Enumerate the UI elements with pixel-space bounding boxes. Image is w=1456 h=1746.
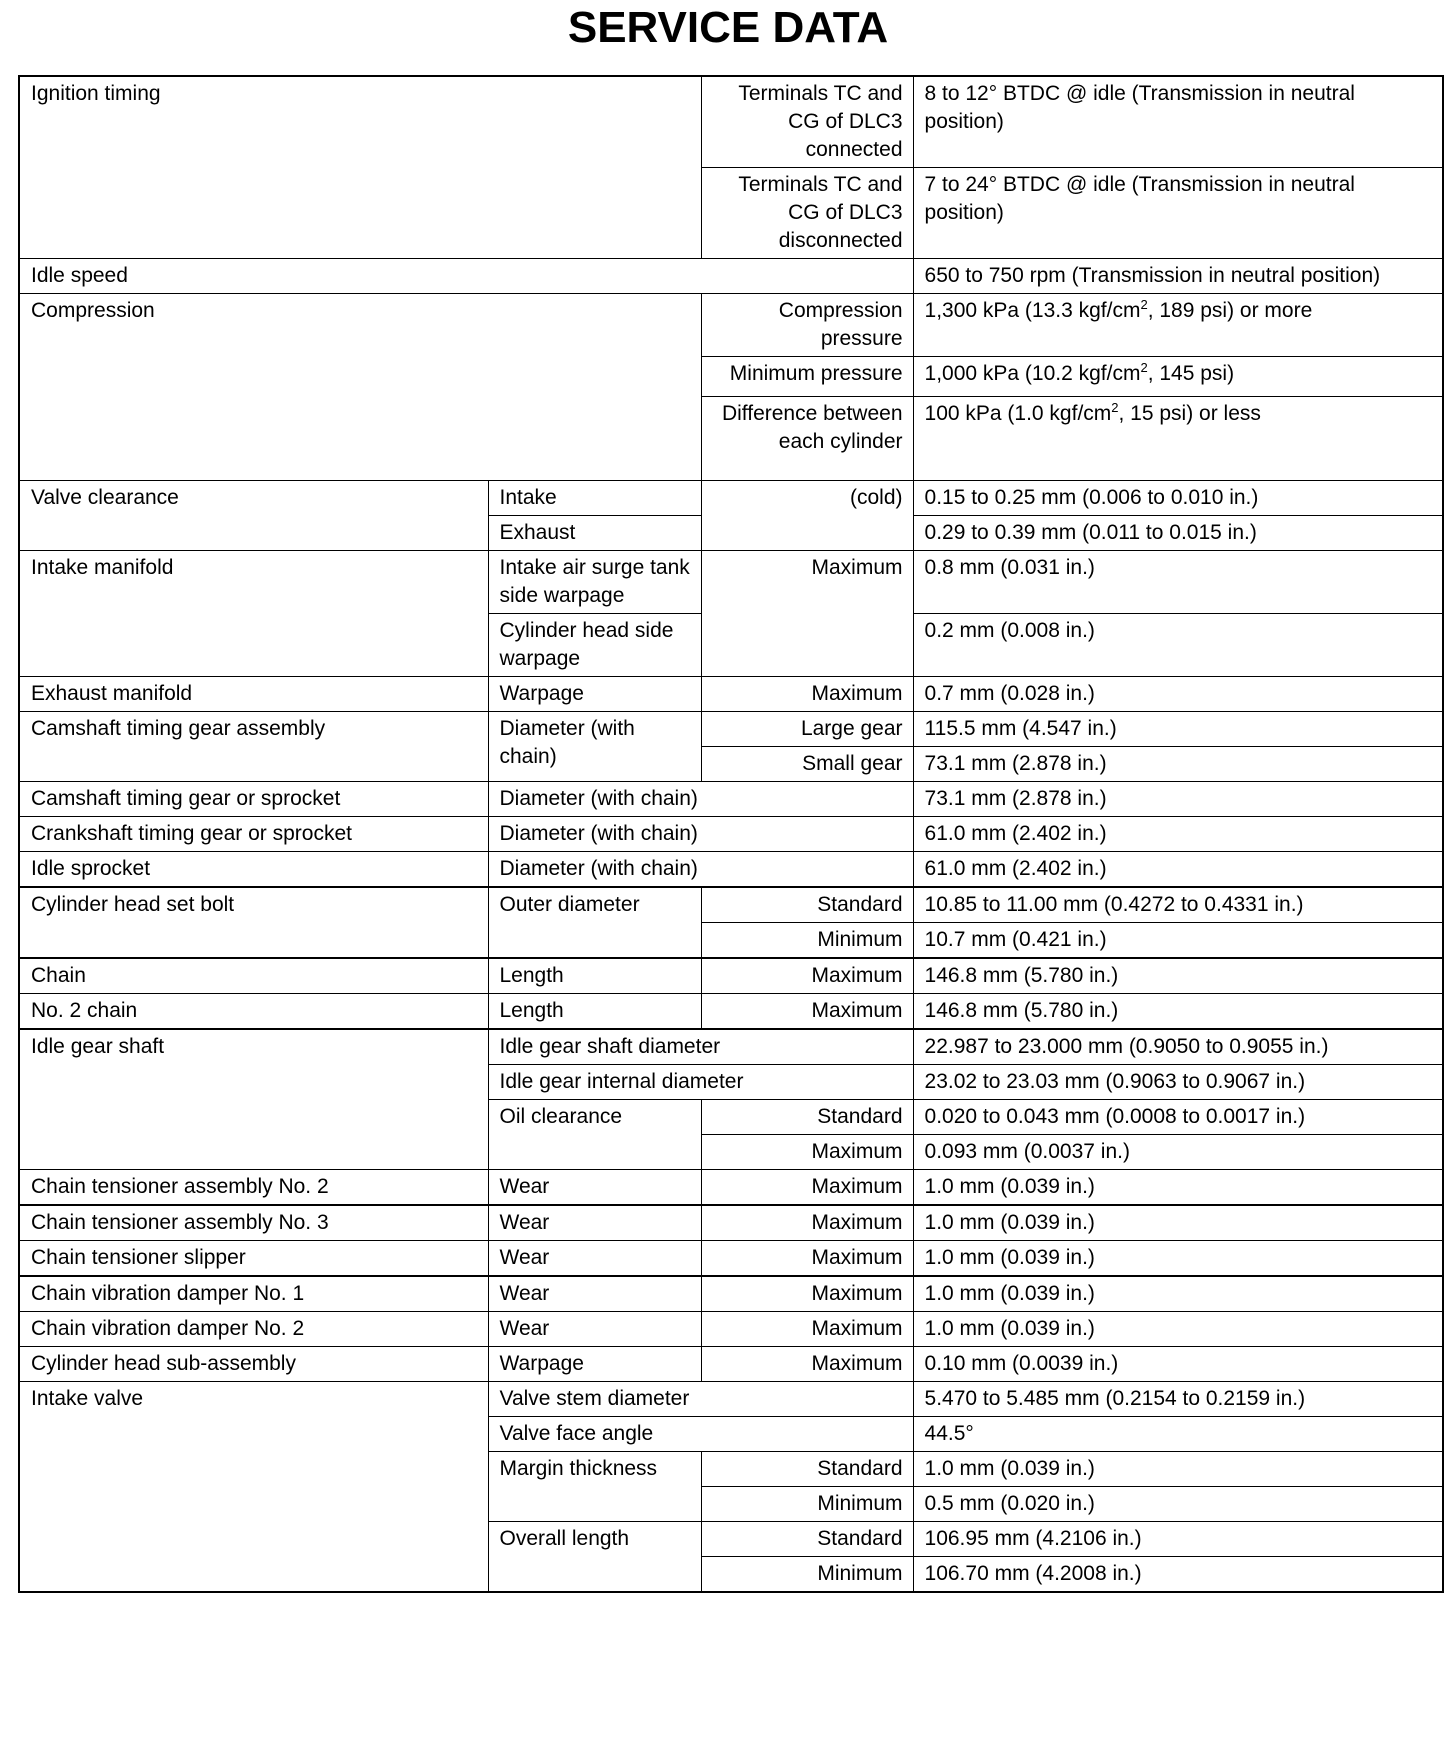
value-text: 1,000 kPa (10.2 kgf/cm [924, 362, 1141, 385]
subitem-cell: Wear [488, 1170, 701, 1206]
value-cell: 146.8 mm (5.780 in.) [913, 958, 1443, 994]
subitem-cell: Valve face angle [488, 1417, 913, 1452]
subitem-cell: Idle gear shaft diameter [488, 1029, 913, 1065]
item-cell: Chain tensioner slipper [19, 1241, 488, 1277]
condition-cell: Maximum [701, 1276, 913, 1312]
item-cell: Intake valve [19, 1382, 488, 1593]
value-cell: 0.10 mm (0.0039 in.) [913, 1347, 1443, 1382]
value-text: , 145 psi) [1147, 362, 1235, 385]
table-row [19, 76, 1443, 168]
subitem-cell: Intake [488, 481, 701, 516]
table-row [19, 994, 1443, 1030]
value-cell: 1.0 mm (0.039 in.) [913, 1276, 1443, 1312]
subitem-cell: Warpage [488, 677, 701, 712]
value-cell: 0.7 mm (0.028 in.) [913, 677, 1443, 712]
table-row [19, 1241, 1443, 1277]
subitem-cell: Diameter (with chain) [488, 712, 701, 782]
service-data-table [18, 75, 1444, 1593]
condition-cell: Standard [701, 887, 913, 923]
condition-cell: Maximum [701, 1347, 913, 1382]
table-row [19, 1029, 1443, 1065]
value-cell: 1.0 mm (0.039 in.) [913, 1170, 1443, 1206]
item-cell: Chain vibration damper No. 1 [19, 1276, 488, 1312]
table-row [19, 1312, 1443, 1347]
condition-cell: Maximum [701, 958, 913, 994]
subitem-cell: Length [488, 958, 701, 994]
condition-cell: Maximum [701, 1205, 913, 1241]
item-cell: Compression [19, 294, 701, 481]
item-cell: Chain tensioner assembly No. 2 [19, 1170, 488, 1206]
value-cell: 10.7 mm (0.421 in.) [913, 923, 1443, 959]
value-cell [913, 294, 1443, 357]
subitem-cell: Intake air surge tank side warpage [488, 551, 701, 614]
value-cell: 106.70 mm (4.2008 in.) [913, 1557, 1443, 1593]
item-cell: Exhaust manifold [19, 677, 488, 712]
value-cell: 5.470 to 5.485 mm (0.2154 to 0.2159 in.) [913, 1382, 1443, 1417]
subitem-cell: Length [488, 994, 701, 1030]
value-cell: 22.987 to 23.000 mm (0.9050 to 0.9055 in.) [913, 1029, 1443, 1065]
condition-cell: Standard [701, 1522, 913, 1557]
value-cell: 0.2 mm (0.008 in.) [913, 614, 1443, 677]
subitem-cell: Outer diameter [488, 887, 701, 958]
item-cell: Idle gear shaft [19, 1029, 488, 1170]
item-cell: Camshaft timing gear or sprocket [19, 782, 488, 817]
value-cell: 8 to 12° BTDC @ idle (Transmission in neutral position) [913, 76, 1443, 168]
subitem-cell: Valve stem diameter [488, 1382, 913, 1417]
value-cell: 1.0 mm (0.039 in.) [913, 1205, 1443, 1241]
condition-cell: Minimum [701, 1487, 913, 1522]
subitem-cell: Oil clearance [488, 1100, 701, 1170]
subitem-cell: Overall length [488, 1522, 701, 1593]
subitem-cell: Wear [488, 1276, 701, 1312]
subitem-cell: Margin thickness [488, 1452, 701, 1522]
table-row [19, 782, 1443, 817]
table-row [19, 481, 1443, 516]
value-text: 1,300 kPa (13.3 kgf/cm [924, 299, 1141, 322]
value-cell: 650 to 750 rpm (Transmission in neutral position) [913, 259, 1443, 294]
item-cell: No. 2 chain [19, 994, 488, 1030]
value-text: , 15 psi) or less [1118, 402, 1261, 425]
item-cell: Cylinder head set bolt [19, 887, 488, 958]
table-row [19, 887, 1443, 923]
table-row [19, 852, 1443, 888]
condition-cell: Maximum [701, 1312, 913, 1347]
value-cell: 146.8 mm (5.780 in.) [913, 994, 1443, 1030]
value-text: , 189 psi) or more [1147, 299, 1313, 322]
subitem-cell: Wear [488, 1312, 701, 1347]
item-cell: Valve clearance [19, 481, 488, 551]
value-cell [913, 357, 1443, 397]
value-cell: 0.093 mm (0.0037 in.) [913, 1135, 1443, 1170]
item-cell: Chain tensioner assembly No. 3 [19, 1205, 488, 1241]
page-title: SERVICE DATA [567, 3, 889, 52]
value-text: 100 kPa (1.0 kgf/cm [924, 402, 1112, 425]
condition-cell: Maximum [701, 551, 913, 677]
value-cell: 61.0 mm (2.402 in.) [913, 852, 1443, 888]
value-cell: 1.0 mm (0.039 in.) [913, 1452, 1443, 1487]
table-row [19, 1276, 1443, 1312]
item-cell: Camshaft timing gear assembly [19, 712, 488, 782]
subitem-cell: Wear [488, 1241, 701, 1277]
condition-cell: Compression pressure [701, 294, 913, 357]
value-cell: 0.8 mm (0.031 in.) [913, 551, 1443, 614]
value-cell: 1.0 mm (0.039 in.) [913, 1241, 1443, 1277]
value-cell [913, 397, 1443, 481]
condition-cell: Maximum [701, 1135, 913, 1170]
subitem-cell: Wear [488, 1205, 701, 1241]
condition-cell: Difference between each cylinder [701, 397, 913, 481]
value-cell: 7 to 24° BTDC @ idle (Transmission in neutral position) [913, 168, 1443, 259]
item-cell: Idle speed [19, 259, 913, 294]
condition-cell: Terminals TC and CG of DLC3 connected [701, 76, 913, 168]
condition-cell: Large gear [701, 712, 913, 747]
table-row [19, 677, 1443, 712]
table-row [19, 1170, 1443, 1206]
subitem-cell: Diameter (with chain) [488, 852, 913, 888]
value-cell: 0.5 mm (0.020 in.) [913, 1487, 1443, 1522]
condition-cell: Minimum pressure [701, 357, 913, 397]
condition-cell: (cold) [701, 481, 913, 551]
subitem-cell: Diameter (with chain) [488, 782, 913, 817]
service-data-table-wrapper [18, 75, 1444, 1593]
value-superscript: 2 [1140, 297, 1148, 312]
value-cell: 73.1 mm (2.878 in.) [913, 747, 1443, 782]
value-cell: 1.0 mm (0.039 in.) [913, 1312, 1443, 1347]
item-cell: Idle sprocket [19, 852, 488, 888]
item-cell: Ignition timing [19, 76, 701, 259]
item-cell: Chain vibration damper No. 2 [19, 1312, 488, 1347]
table-row [19, 551, 1443, 614]
value-superscript: 2 [1140, 360, 1148, 375]
subitem-cell: Warpage [488, 1347, 701, 1382]
subitem-cell: Exhaust [488, 516, 701, 551]
value-cell: 61.0 mm (2.402 in.) [913, 817, 1443, 852]
subitem-cell: Idle gear internal diameter [488, 1065, 913, 1100]
table-row [19, 259, 1443, 294]
table-row [19, 1347, 1443, 1382]
table-row [19, 712, 1443, 747]
condition-cell: Standard [701, 1100, 913, 1135]
condition-cell: Standard [701, 1452, 913, 1487]
value-cell: 106.95 mm (4.2106 in.) [913, 1522, 1443, 1557]
value-cell: 0.29 to 0.39 mm (0.011 to 0.015 in.) [913, 516, 1443, 551]
value-cell: 44.5° [913, 1417, 1443, 1452]
value-cell: 0.15 to 0.25 mm (0.006 to 0.010 in.) [913, 481, 1443, 516]
item-cell: Chain [19, 958, 488, 994]
value-cell: 10.85 to 11.00 mm (0.4272 to 0.4331 in.) [913, 887, 1443, 923]
value-superscript: 2 [1111, 400, 1119, 415]
table-row [19, 294, 1443, 357]
value-cell: 73.1 mm (2.878 in.) [913, 782, 1443, 817]
condition-cell: Minimum [701, 1557, 913, 1593]
condition-cell: Maximum [701, 677, 913, 712]
condition-cell: Maximum [701, 1241, 913, 1277]
condition-cell: Maximum [701, 994, 913, 1030]
condition-cell: Maximum [701, 1170, 913, 1206]
table-row [19, 958, 1443, 994]
value-cell: 0.020 to 0.043 mm (0.0008 to 0.0017 in.) [913, 1100, 1443, 1135]
subitem-cell: Cylinder head side warpage [488, 614, 701, 677]
table-row [19, 1205, 1443, 1241]
condition-cell: Minimum [701, 923, 913, 959]
value-cell: 23.02 to 23.03 mm (0.9063 to 0.9067 in.) [913, 1065, 1443, 1100]
table-row [19, 1382, 1443, 1417]
subitem-cell: Diameter (with chain) [488, 817, 913, 852]
condition-cell: Small gear [701, 747, 913, 782]
table-row [19, 817, 1443, 852]
value-cell: 115.5 mm (4.547 in.) [913, 712, 1443, 747]
item-cell: Cylinder head sub-assembly [19, 1347, 488, 1382]
item-cell: Intake manifold [19, 551, 488, 677]
condition-cell: Terminals TC and CG of DLC3 disconnected [701, 168, 913, 259]
item-cell: Crankshaft timing gear or sprocket [19, 817, 488, 852]
